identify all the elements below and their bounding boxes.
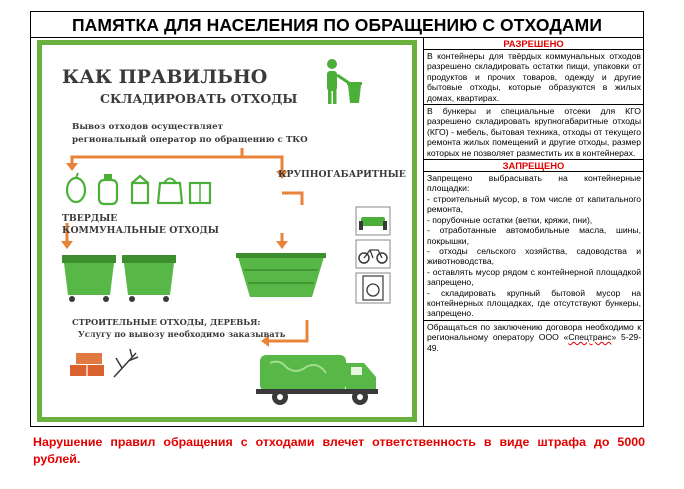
- garbage-truck: [256, 355, 378, 405]
- green-container-1: [62, 255, 116, 302]
- sofa-icon: [356, 207, 390, 235]
- rules-column: [424, 38, 643, 426]
- allowed-header: РАЗРЕШЕНО: [424, 38, 643, 50]
- contact-text-after: » 5-29-49.: [427, 332, 642, 353]
- green-container-2: [122, 255, 176, 302]
- poster-image: [37, 40, 417, 422]
- contact-info: [424, 321, 643, 354]
- forbidden-item: - складировать крупный бытовой мусор на контейнерных площадках, где отсутствуют бункеры, запрещено.: [427, 287, 641, 319]
- poster-intro-2: региональный оператор по обращению с ТКО: [72, 135, 308, 145]
- poster-illustration: [42, 45, 412, 417]
- solid-label-2: КОММУНАЛЬНЫЕ ОТХОДЫ: [62, 225, 219, 236]
- flow-arrows: [67, 148, 307, 341]
- box-icon: [190, 183, 210, 203]
- forbidden-header: ЗАПРЕЩЕНО: [424, 160, 643, 172]
- poster-intro-1: Вывоз отходов осуществляет: [72, 122, 223, 132]
- branches-icon: [114, 349, 138, 377]
- bulky-bunker: [236, 253, 326, 297]
- poster-heading-1: КАК ПРАВИЛЬНО: [62, 66, 268, 88]
- bottle-icon: [99, 174, 117, 204]
- food-waste-icon: [67, 173, 85, 202]
- washing-machine-icon: [356, 273, 390, 303]
- forbidden-item: - оставлять мусор рядом с контейнерной площадкой запрещено,: [427, 266, 641, 288]
- bricks-icon: [70, 353, 104, 376]
- memo-table: [30, 11, 644, 427]
- bag-icon: [158, 179, 182, 204]
- allowed-text-2: В бункеры и специальные отсеки для КГО разрешено складировать крупногабаритные отходы (КГО) - мебель, бытовая техника, отходы от текущего ремонта жилых помещений и другие отходы, размер которых не позволяет разместить их в контейнерах.: [424, 105, 643, 160]
- company-name: Спецтранс: [568, 332, 612, 343]
- allowed-text-1: В контейнеры для твёрдых коммунальных отходов разрешено складировать остатки пищи, упаковки от продуктов и прочих товаров, одежду и другие бытовые отходы, которые образуются в жилых домах, квартирах.: [424, 50, 643, 105]
- forbidden-list: [424, 172, 643, 321]
- construction-label-1: СТРОИТЕЛЬНЫЕ ОТХОДЫ, ДЕРЕВЬЯ:: [72, 317, 261, 327]
- forbidden-item: - отходы сельского хозяйства, садоводства и животноводства,: [427, 245, 641, 267]
- solid-label-1: ТВЕРДЫЕ: [62, 213, 118, 224]
- page-title: ПАМЯТКА ДЛЯ НАСЕЛЕНИЯ ПО ОБРАЩЕНИЮ С ОТХОДАМИ: [31, 12, 643, 38]
- construction-label-2: Услугу по вывозу необходимо заказывать: [78, 329, 286, 339]
- penalty-warning: Нарушение правил обращения с отходами влечет ответственность в виде штрафа до 5000 рублей.: [33, 435, 645, 466]
- poster-cell: [31, 38, 424, 426]
- forbidden-intro: Запрещено выбрасывать на контейнерные площадки:: [427, 173, 641, 194]
- poster-heading-2: СКЛАДИРОВАТЬ ОТХОДЫ: [100, 91, 298, 106]
- package-icon: [132, 176, 148, 203]
- forbidden-item: - порубочные остатки (ветки, кряжи, пни),: [427, 214, 593, 225]
- forbidden-item: - отработанные автомобильные масла, шины, покрышки,: [427, 225, 641, 246]
- bicycle-icon: [356, 240, 390, 268]
- forbidden-item: - строительный мусор, в том числе от капитального ремонта,: [427, 193, 641, 215]
- person-bin-icon: [327, 59, 362, 104]
- contact-text-before: Обращаться по заключению договора необходимо к региональному оператору ООО «: [427, 321, 641, 343]
- bulky-label: КРУПНОГАБАРИТНЫЕ: [278, 169, 406, 180]
